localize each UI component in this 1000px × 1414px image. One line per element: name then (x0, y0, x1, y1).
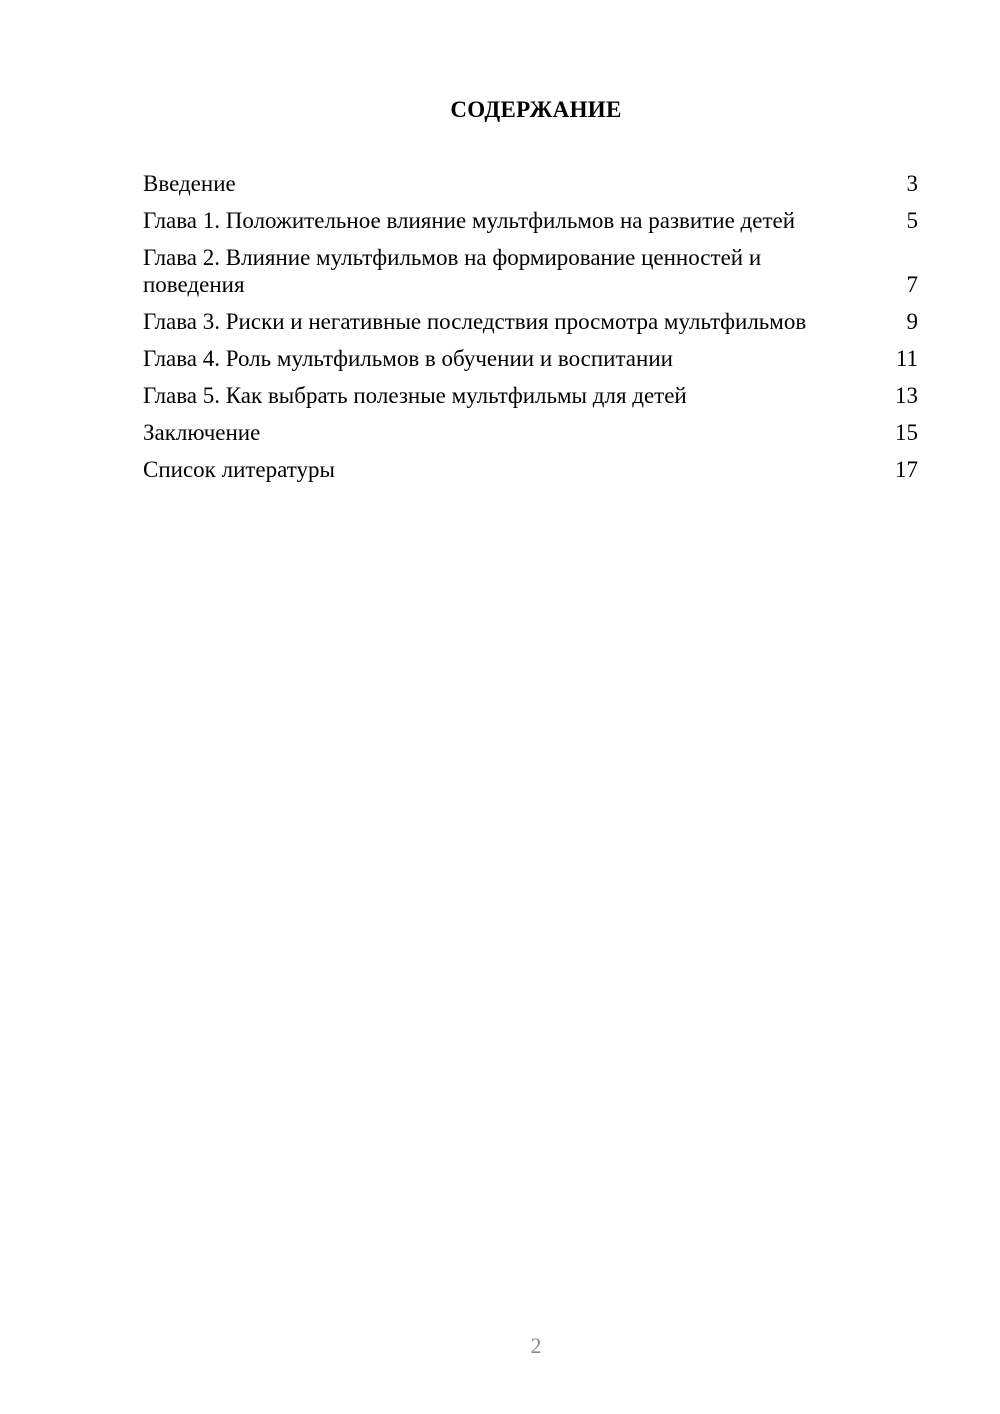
toc-entry-page: 17 (895, 457, 918, 482)
toc-entry-title: Глава 1. Положительное влияние мультфильмов на развитие детей (143, 208, 796, 233)
toc-entry-page: 5 (906, 208, 918, 233)
toc-entry-page: 9 (906, 309, 918, 334)
toc-entry-title: Список литературы (143, 457, 335, 482)
toc-heading: СОДЕРЖАНИЕ (450, 97, 622, 122)
toc-entry-title: Глава 3. Риски и негативные последствия просмотра мультфильмов (143, 309, 807, 334)
toc-entry-chapter-5 (143, 382, 918, 409)
toc-entry-page: 15 (895, 420, 918, 445)
toc-entry-chapter-1 (143, 207, 918, 234)
toc-entry-chapter-3 (143, 308, 918, 335)
toc-entry-title: Заключение (143, 420, 261, 445)
toc-entry-introduction (143, 170, 918, 197)
toc-entry-title: Глава 4. Роль мультфильмов в обучении и воспитании (143, 346, 673, 371)
toc-entry-conclusion (143, 419, 918, 446)
toc-entry-page: 13 (895, 383, 918, 408)
toc-entry-page: 7 (906, 272, 918, 297)
toc-entry-title: Глава 2. Влияние мультфильмов на формирование ценностей и поведения (143, 245, 762, 297)
page-number: 2 (530, 1333, 542, 1358)
toc-entry-chapter-4 (143, 345, 918, 372)
toc-entry-title: Введение (143, 171, 236, 196)
table-of-contents (143, 170, 918, 493)
toc-entry-bibliography (143, 456, 918, 483)
toc-entry-page: 3 (906, 171, 918, 196)
toc-entry-page: 11 (895, 346, 918, 371)
toc-entry-chapter-2 (143, 244, 918, 298)
toc-entry-title: Глава 5. Как выбрать полезные мультфильмы для детей (143, 383, 687, 408)
